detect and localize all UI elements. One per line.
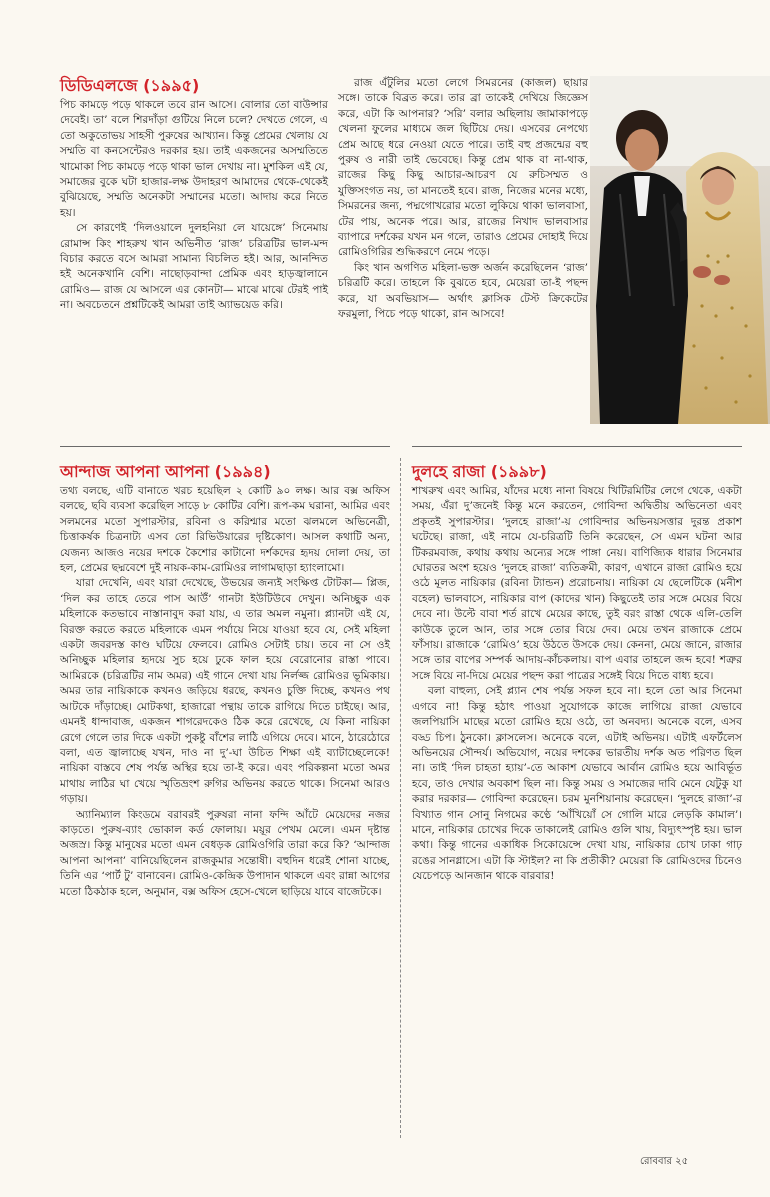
ddlj-column	[60, 76, 328, 314]
page-footer: রোববার ২৫	[640, 1156, 689, 1167]
ddlj-title: ডিডিএলজে (১৯৯৫)	[60, 76, 200, 95]
dulhe-title: দুলহে রাজা (১৯৯৮)	[412, 462, 547, 481]
ddlj-paragraph-1: পিচ কামড়ে পড়ে থাকলে তবে রান আসে। বোলার তো বাউন্সার দেবেই। তা’ বলে শিরদাঁড়া গুটিয়ে নিলে চলে? দেখতে গেলে, এ তো অকুতোভয় সাহসী পুরুষের আখ্যান। কিন্তু প্রেমের খেলায় যে সম্মতি বা কনসেন্টেরও দরকার হয়। তাই একজনের অসম্মতিতে খামোকা পিচ কামড়ে পড়ে থাকা ভাল দেখায় না। মুশকিল এই যে, সমাজের বুকে ঘটা হাজার-লক্ষ উদাহরণ আমাদের থেকে-থেকেই বুঝিয়েছে, সম্মতি অনেকটা সম্মানের মতো। আদায় করে নিতে হয়।	[60, 99, 328, 219]
film-still-illustration	[590, 76, 770, 424]
dulhe-paragraph-1: শাখরুখ এবং আমির, যাঁদের মধ্যে নানা বিষয়ে খিটিরমিটির লেগে থেকে, একটা সময়, এঁরা দু’জনেই কিন্তু মনে করতেন, গোবিন্দা অদ্বিতীয় অভিনেতা এবং প্রকৃতই সুপারস্টার। ‘দুলহে রাজা’-য় গোবিন্দার অভিনয়সত্তার দুরন্ত প্রকাশ ঘটেছে। রাজা, এই নামে যে-চরিত্রটি তিনি করেছেন, সে এমন ঘটনা আর টিকরমবাজ, কথায় কথায় অন্যের সঙ্গে পাঙ্গা নেয়। বাণিজ্যিক ধারার সিনেমার ঘোরতর অংশ হয়েও ‘দুলহে রাজা’ ব্যতিক্রমী, কারণ, এখানে রাজা রোমিও হয়ে ওঠে মূলত নায়িকার (রবিনা ট্যান্ডন) প্ররোচনায়। নায়িকা যে ছেলেটিকে (মনীশ বহেল) ভালবাসে, নায়িকার বাপ (কাদের খান) কিছুতেই তার সঙ্গে মেয়ের বিয়ে দেবে না। উল্টে বাবা শর্ত রাখে মেয়ের কাছে, তুই বরং রাস্তা থেকে এলি-তেলি কাউকে তুলে আন, তার সঙ্গে তোর বিয়ে দেব। মেয়ে তখন রাজাকে প্রেমে ফাঁসায়। রাজাকে ‘রোমিও’ হয়ে উঠতে উসকে দেয়। কেননা, মেয়ে জানে, রাজার সঙ্গে তার বাপের সম্পর্ক আদায়-কাঁচকলায়। বাপ এবার তাহলে জব্দ হবে! শত্রুর সঙ্গে বিয়ে না-দিয়ে মেয়ের পছন্দ করা পাত্রের সঙ্গেই বিয়ে দিতে বাধ্য হবে।	[412, 485, 742, 682]
divider-left	[60, 446, 390, 447]
andaz-paragraph-1: তথ্য বলছে, এটি বানাতে খরচ হয়েছিল ২ কোটি ৯০ লক্ষ। আর বক্স অফিস বলছে, ছবি ব্যবসা করেছিল সাড়ে ৮ কোটির বেশি। রূপ-কম ঘরানা, আমির এবং সলমনের মতো সুপারস্টার, রবিনা ও করিশ্মার মতো ঝলমলে অভিনেত্রী, চিত্তাকর্ষক চিত্রনাট্য এসব তো রিভিউয়ারের দৃষ্টিকোণ। আসল কথাটি অন্য, যেজন্য আজও নয়ের দশকে কৈশোর কাটানো দর্শকদের হৃদয় দোলা দেয়, তা হল, প্রেমের ছদ্মবেশে দুই নায়ক-কাম-রোমিওর লাগামছাড়া হ্যাংলামো।	[60, 485, 390, 575]
andaz-title: আন্দাজ আপনা আপনা (১৯৯৪)	[60, 462, 271, 481]
andaz-paragraph-3: অ্যানিম্যাল কিংডমে বরাবরই পুরুষরা নানা ফন্দি আঁটে মেয়েদের নজর কাড়তে। পুরুষ-ব্যাং ভোকাল কর্ড ফোলায়। ময়ূর পেখম মেলে। এমন দৃষ্টান্ত অজস্র। কিন্তু মানুষের মতো এমন বেধড়ক রোমিওগিরি তারা করে কি? ‘আন্দাজ আপনা আপনা’ বানিয়েছিলেন রাজকুমার সন্তোষী। বহুদিন ধরেই শোনা যাচ্ছে, তিনি এর ‘পার্ট টু’ বানাবেন। রোমিও-কেন্দ্রিক উপাদান থাকলে এবং রান্না আগের মতো ঠিকঠাক হলে, অনুমান, বক্স অফিস হেসে-খেলে ছাড়িয়ে যাবে বাজেটকে।	[60, 808, 390, 898]
ddlj-paragraph-4: কিং খান অগণিত মহিলা-ভক্ত অর্জন করেছিলেন ‘রাজ’ চরিত্রটি করে। তাহলে কি বুঝতে হবে, মেয়েরা তা-ই পছন্দ করে, যা অবভিয়াস— অর্থাৎ ক্লাসিক টেস্ট ক্রিকেটের ফরমুলা, পিচে পড়ে থাকো, রান আসবে!	[338, 261, 588, 321]
andaz-paragraph-2: যারা দেখেনি, এবং যারা দেখেছে, উভয়ের জন্যই সংক্ষিপ্ত টোটকা— প্লিজ, ‘দিল কর তাহে তেরে পাস আউঁ’ গানটা ইউটিউবে দেখুন। অনিচ্ছুক এক মহিলাকে কতভাবে নাস্তানাবুদ করা যায়, এ তার অমল নমুনা। প্ল্যানটা এই যে, বিরক্ত করতে করতে মহিলাকে এমন পর্যায়ে নিয়ে যাওয়া হবে যে, সেই মহিলা একটা জবরদস্ত কাণ্ড ঘটিয়ে ফেলবে। রোমিও সেটাই চায়। তবে না সে ওই অনিচ্ছুক মহিলার হৃদয়ে সুচ হয়ে ঢুকে ফাল হয়ে বেরোনোর রাস্তা পাবে। আমিরকে (চরিত্রটির নাম অমর) এই গানে দেখা যায় নির্লজ্জ রোমিওর ভূমিকায়। অমর তার নায়িকাকে কখনও জড়িয়ে ধরছে, কখনও চুক্তি দিচ্ছে, কখনও পথ আটকে দাঁড়াচ্ছে। মোটকথা, হাজারো পন্থায় তাকে রাগিয়ে দিতে চাইছে। আর, এমনই ধান্দাবাজ, একজন শাগরেদকেও ঠিক করে রেখেছে, যে কিনা নায়িকা রেগে গেলে তার দিকে একটা পুকষ্টু বাঁশের লাঠি এগিয়ে দেবে। মানে, ঠারেঠোরে বলা, এত জ্বালাচ্ছে যখন, দাও না দু’-ঘা উচিত শিক্ষা এই ব্যাটাচ্ছেলেকে! নায়িকা বাস্তবে শেষ পর্যন্ত অস্থির হয়ে তা-ই করে। এবং পরিকল্পনা মতো অমর মাথায় লাঠির ঘা খেয়ে স্মৃতিভ্রংশ রুগির অভিনয় করতে থাকে। সিনেমা আরও গড়ায়।	[60, 577, 390, 806]
ddlj-paragraph-3: রাজ এঁটুলির মতো লেগে সিমরনের (কাজল) ছায়ার সঙ্গে। তাকে বিব্রত করে। তার ব্রা তাকেই দেখিয়ে জিজ্ঞেস করে, এটা কি আপনার? ‘সরি’ বলার অছিলায় জামাকাপড়ে খেলনা ফুলের মাধ্যমে জল ছিটিয়ে দেয়। এসবের নেপথ্যে প্রেম আছে ধরে নেওয়া যেতে পারে। তাই বহু প্রজন্মের বহু পুরুষ ও নারী তাই ভেবেছে। কিন্তু প্রেম থাক বা না-থাক, রাজের কিছু কিছু আচার-আচরণ যে রুচিসম্মত ও যুক্তিসংগত নয়, তা মানতেই হবে। রাজ, নিজের মনের মধ্যে, সিমরনের জন্য, পদ্মগোখরোর মতো লুকিয়ে থাকা ভালবাসা, টের পায়, অনেক পরে। আর, রাজের নিখাদ ভালবাসার ব্যাপারে দর্শকের যখন মন গলে, তারাও প্রেমের দোহাই দিয়ে রোমিওগিরির শুদ্ধিকরণে নেমে পড়ে।	[338, 77, 588, 259]
column-divider	[400, 458, 401, 1138]
andaz-body	[60, 484, 390, 900]
ddlj-continuation-column	[338, 76, 588, 323]
dulhe-column	[412, 462, 742, 885]
ddlj-body	[60, 98, 328, 314]
dulhe-paragraph-2: বলা বাহুল্য, সেই প্ল্যান শেষ পর্যন্ত সফল হবে না। হলে তো আর সিনেমা এগবে না! কিন্তু হঠাৎ পাওয়া সুযোগকে কাজে লাগিয়ে রাজা যেভাবে জলপিয়াসি মাছের মতো রোমিও হয়ে ওঠে, তা অনবদ্য। অনেকে বলে, এসব বড্ড চিপ। ঠুনকো। ক্লাসলেস। অনেকে বলে, এটাই অভিনয়। এটাই এফর্টলেস অভিনয়ের সৌন্দর্য। অভিযোগ, নয়ের দশকের ভারতীয় দর্শক অত পরিণত ছিল না। তাই ‘দিল চাহতা হ্যায়’-তে আকাশ যেভাবে আর্বান রোমিও হয়ে আবির্ভূত হবে, তাও দেখার অবকাশ ছিল না। কিন্তু সময় ও সমাজের দাবি মেনে যেটুকু যা করার দরকার— গোবিন্দা করেছেন। চরম মুনশিয়ানায় করেছেন। ‘দুলহে রাজা’-র বিখ্যাত গান সোনু নিগমের কণ্ঠে ‘আঁখিয়োঁ সে গোলি মারে লেড়কি কামাল’। মানে, নায়িকার চোখের দিকে তাকালেই রোমিও গুলি খায়, বিদ্যুৎস্পৃষ্ট হয়। ভাল কথা। কিন্তু গানের একাধিক সিকোয়েন্সে দেখা যায়, নায়িকার চোখ ঢাকা গাঢ় রঙের সানগ্লাসে। এটা কি স্টাইল? না কি প্রতীকী? মেয়েরা কি রোমিওদের চিনেও যেচেপড়ে আনজান থাকে বারবার!	[412, 685, 742, 883]
film-still-photo	[590, 76, 770, 424]
ddlj-paragraph-2: সে কারণেই ‘দিলওয়ালে দুলহনিয়া লে যায়েঙ্গে’ সিনেমায় রোমান্স কিং শাহরুখ খান অভিনীত ‘রাজ’ চরিত্রটির ভাল-মন্দ বিচার করতে বসে আমরা সামান্য বিচলিত হই। আর, আনন্দিত হই অনেকখানি বেশি। নাছোড়বান্দা প্রেমিক এবং হাড়জ্বালানে রোমিও— রাজ যে আসলে এর কোনটা— মাঝে মাঝে টেরই পাই না। অবচেতনে প্রশ্নটিকেই আমরা তাই অ্যাভয়েড করি।	[60, 222, 328, 312]
andaz-column	[60, 462, 390, 900]
ddlj-continuation-body	[338, 76, 588, 323]
dulhe-body	[412, 484, 742, 885]
divider-right	[412, 446, 742, 447]
